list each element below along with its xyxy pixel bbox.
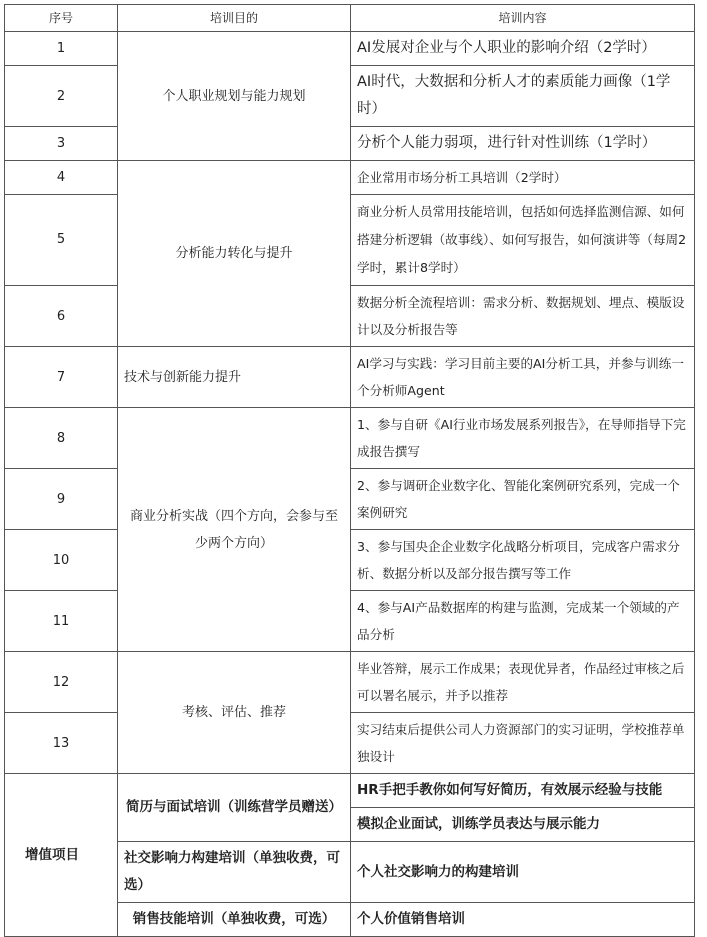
- content-cell: AI发展对企业与个人职业的影响介绍（2学时）: [351, 32, 695, 66]
- row-number: 8: [5, 408, 118, 469]
- value-added-row: [5, 774, 695, 808]
- content-cell: 分析个人能力弱项，进行针对性训练（1学时）: [351, 127, 695, 161]
- content-cell: 3、参与国央企企业数字化战略分析项目，完成客户需求分析、数据分析以及部分报告撰写等工作: [351, 530, 695, 591]
- row-number: 6: [5, 286, 118, 347]
- header-row: [5, 5, 695, 32]
- table-row: [5, 347, 695, 408]
- content-cell: 企业常用市场分析工具培训（2学时）: [351, 161, 695, 195]
- content-cell: 数据分析全流程培训：需求分析、数据规划、埋点、模版设计以及分析报告等: [351, 286, 695, 347]
- value-added-item-name: 销售技能培训（单独收费，可选）: [118, 903, 351, 937]
- value-added-item-name: 社交影响力构建培训（单独收费，可选）: [118, 842, 351, 903]
- row-number: 9: [5, 469, 118, 530]
- row-number: 2: [5, 66, 118, 127]
- content-cell: 商业分析人员常用技能培训，包括如何选择监测信源、如何搭建分析逻辑（故事线）、如何写报告，如何演讲等（每周2学时，累计8学时）: [351, 195, 695, 286]
- header-seq: 序号: [5, 5, 118, 32]
- value-added-label: 增值项目: [5, 774, 118, 937]
- table-row: [5, 161, 695, 195]
- value-added-content: 模拟企业面试，训练学员表达与展示能力: [351, 808, 695, 842]
- content-cell: 1、参与自研《AI行业市场发展系列报告》，在导师指导下完成报告撰写: [351, 408, 695, 469]
- row-number: 7: [5, 347, 118, 408]
- content-cell: 4、参与AI产品数据库的构建与监测，完成某一个领域的产品分析: [351, 591, 695, 652]
- content-cell: 实习结束后提供公司人力资源部门的实习证明，学校推荐单独设计: [351, 713, 695, 774]
- training-plan-table: [4, 4, 695, 937]
- purpose-cell: 商业分析实战（四个方向，会参与至少两个方向）: [118, 408, 351, 652]
- row-number: 3: [5, 127, 118, 161]
- content-cell: 2、参与调研企业数字化、智能化案例研究系列，完成一个案例研究: [351, 469, 695, 530]
- purpose-cell: 分析能力转化与提升: [118, 161, 351, 347]
- row-number: 13: [5, 713, 118, 774]
- value-added-content: HR手把手教你如何写好简历，有效展示经验与技能: [351, 774, 695, 808]
- row-number: 5: [5, 195, 118, 286]
- row-number: 12: [5, 652, 118, 713]
- purpose-cell: 考核、评估、推荐: [118, 652, 351, 774]
- header-purpose: 培训目的: [118, 5, 351, 32]
- content-cell: AI时代，大数据和分析人才的素质能力画像（1学时）: [351, 66, 695, 127]
- table-row: [5, 32, 695, 66]
- content-cell: AI学习与实践：学习目前主要的AI分析工具，并参与训练一个分析师Agent: [351, 347, 695, 408]
- table-row: [5, 652, 695, 713]
- purpose-cell: 个人职业规划与能力规划: [118, 32, 351, 161]
- value-added-item-name: 简历与面试培训（训练营学员赠送）: [118, 774, 351, 842]
- row-number: 4: [5, 161, 118, 195]
- purpose-cell: 技术与创新能力提升: [118, 347, 351, 408]
- value-added-content: 个人社交影响力的构建培训: [351, 842, 695, 903]
- row-number: 10: [5, 530, 118, 591]
- row-number: 1: [5, 32, 118, 66]
- table-row: [5, 408, 695, 469]
- value-added-content: 个人价值销售培训: [351, 903, 695, 937]
- content-cell: 毕业答辩，展示工作成果；表现优异者，作品经过审核之后可以署名展示，并予以推荐: [351, 652, 695, 713]
- row-number: 11: [5, 591, 118, 652]
- header-content: 培训内容: [351, 5, 695, 32]
